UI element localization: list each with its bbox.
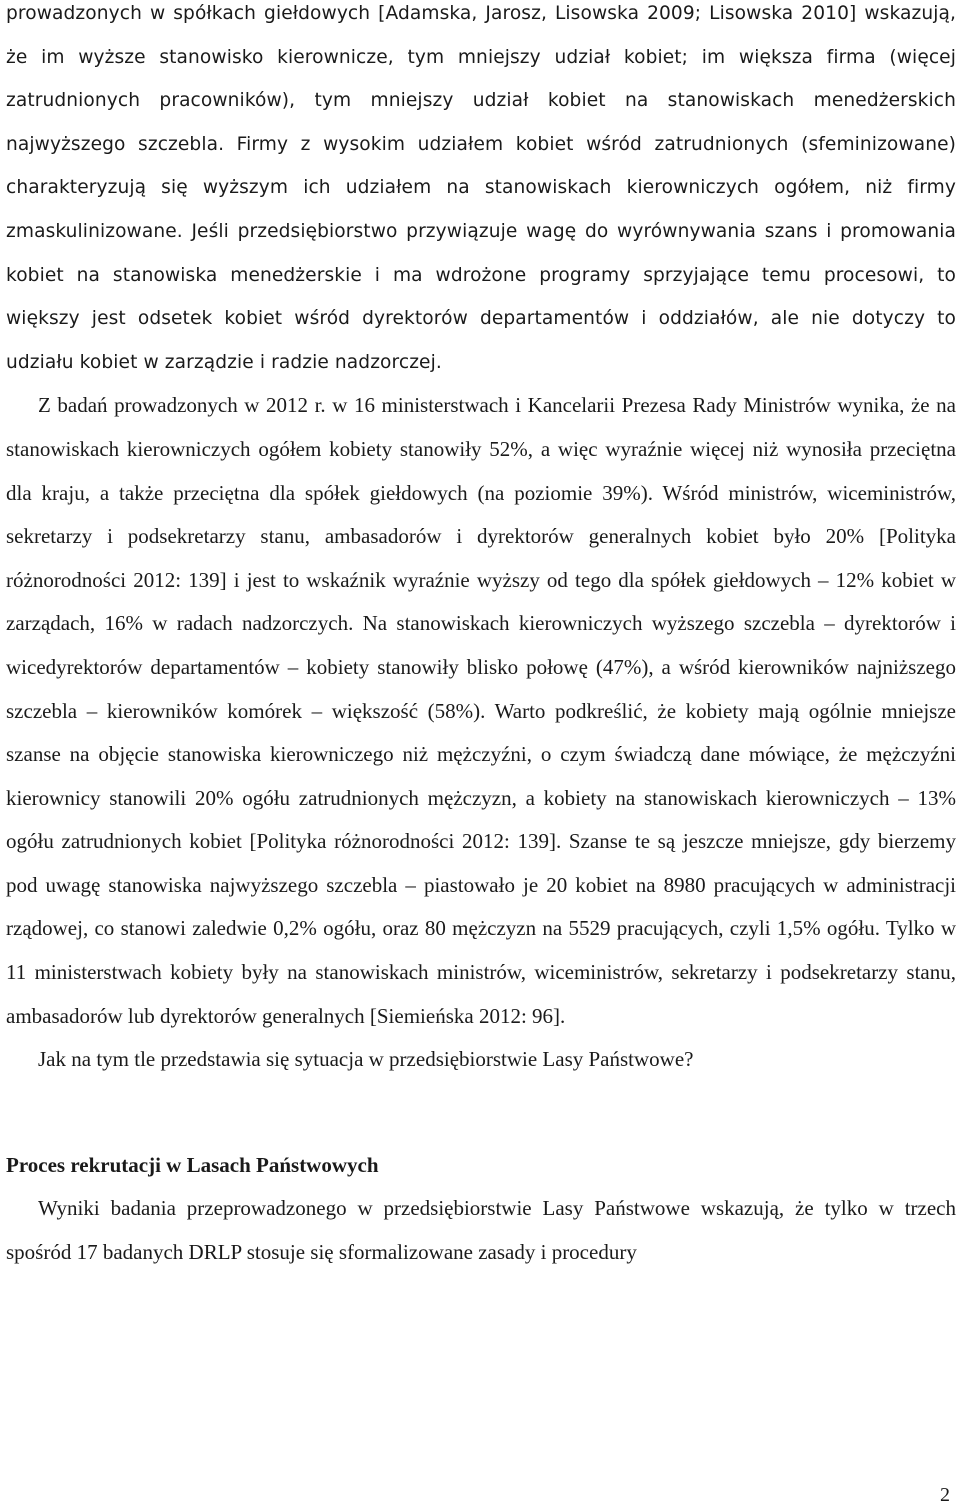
page-number: 2: [940, 1484, 950, 1506]
paragraph-spolki-gieldowe: prowadzonych w spółkach giełdowych [Adamska, Jarosz, Lisowska 2009; Lisowska 2010] wskazują, że im wyższe stanowisko kierownicze, tym mniejszy udział kobiet; im większa firma (więcej zatrudnionych pracowników), tym mniejszy udział kobiet na stanowiskach menedżerskich najwyższego szczebla. Firmy z wysokim udziałem kobiet wśród zatrudnionych (sfeminizowane) charakteryzują się wyższym ich udziałem na stanowiskach kierowniczych ogółem, niż firmy zmaskulinizowane. Jeśli przedsiębiorstwo przywiązuje wagę do wyrównywania szans i promowania kobiet na stanowiska menedżerskie i ma wdrożone programy sprzyjające temu procesowi, to większy jest odsetek kobiet wśród dyrektorów departamentów i oddziałów, ale nie dotyczy to udziału kobiet w zarządzie i radzie nadzorczej.: [6, 3, 956, 373]
paragraph-pytanie: Jak na tym tle przedstawia się sytuacja w przedsiębiorstwie Lasy Państwowe?: [38, 1047, 694, 1072]
document-page: [6, 0, 956, 1275]
paragraph-ministerstwa: Z badań prowadzonych w 2012 r. w 16 ministerstwach i Kancelarii Prezesa Rady Ministrów wynika, że na stanowiskach kierowniczych ogółem kobiety stanowiły 52%, a więc wyraźnie więcej niż wynosiła przeciętna dla kraju, a także przeciętna dla spółek giełdowych (na poziomie 39%). Wśród ministrów, wiceministrów, sekretarzy i podsekretarzy stanu, ambasadorów i dyrektorów generalnych kobiet było 20% [Polityka różnorodności 2012: 139] i jest to wskaźnik wyraźnie wyższy od tego dla spółek giełdowych – 12% kobiet w zarządach, 16% w radach nadzorczych. Na stanowiskach kierowniczych wyższego szczebla – dyrektorów i wicedyrektorów departamentów – kobiety stanowiły blisko połowę (47%), a wśród kierowników najniższego szczebla – kierowników komórek – większość (58%). Warto podkreślić, że kobiety mają ogólnie mniejsze szanse na objęcie stanowiska kierowniczego niż mężczyźni, o czym świadczą dane mówiące, że mężczyźni kierownicy stanowili 20% ogółu zatrudnionych mężczyzn, a kobiety na stanowiskach kierowniczych – 13% ogółu zatrudnionych kobiet [Polityka różnorodności 2012: 139]. Szanse te są jeszcze mniejsze, gdy bierzemy pod uwagę stanowiska najwyższego szczebla – piastowało je 20 kobiet na 8980 pracujących w administracji rządowej, co stanowi zaledwie 0,2% ogółu, oraz 80 mężczyzn na 5529 pracujących, czyli 1,5% ogółu. Tylko w 11 ministerstwach kobiety były na stanowiskach ministrów, wiceministrów, sekretarzy i podsekretarzy stanu, ambasadorów lub dyrektorów generalnych [Siemieńska 2012: 96].: [6, 393, 956, 1028]
section-heading: Proces rekrutacji w Lasach Państwowych: [6, 1152, 379, 1177]
paragraph-wyniki-badania: Wyniki badania przeprowadzonego w przedsiębiorstwie Lasy Państwowe wskazują, że tylko w trzech spośród 17 badanych DRLP stosuje się sformalizowane zasady i procedury: [6, 1196, 956, 1265]
